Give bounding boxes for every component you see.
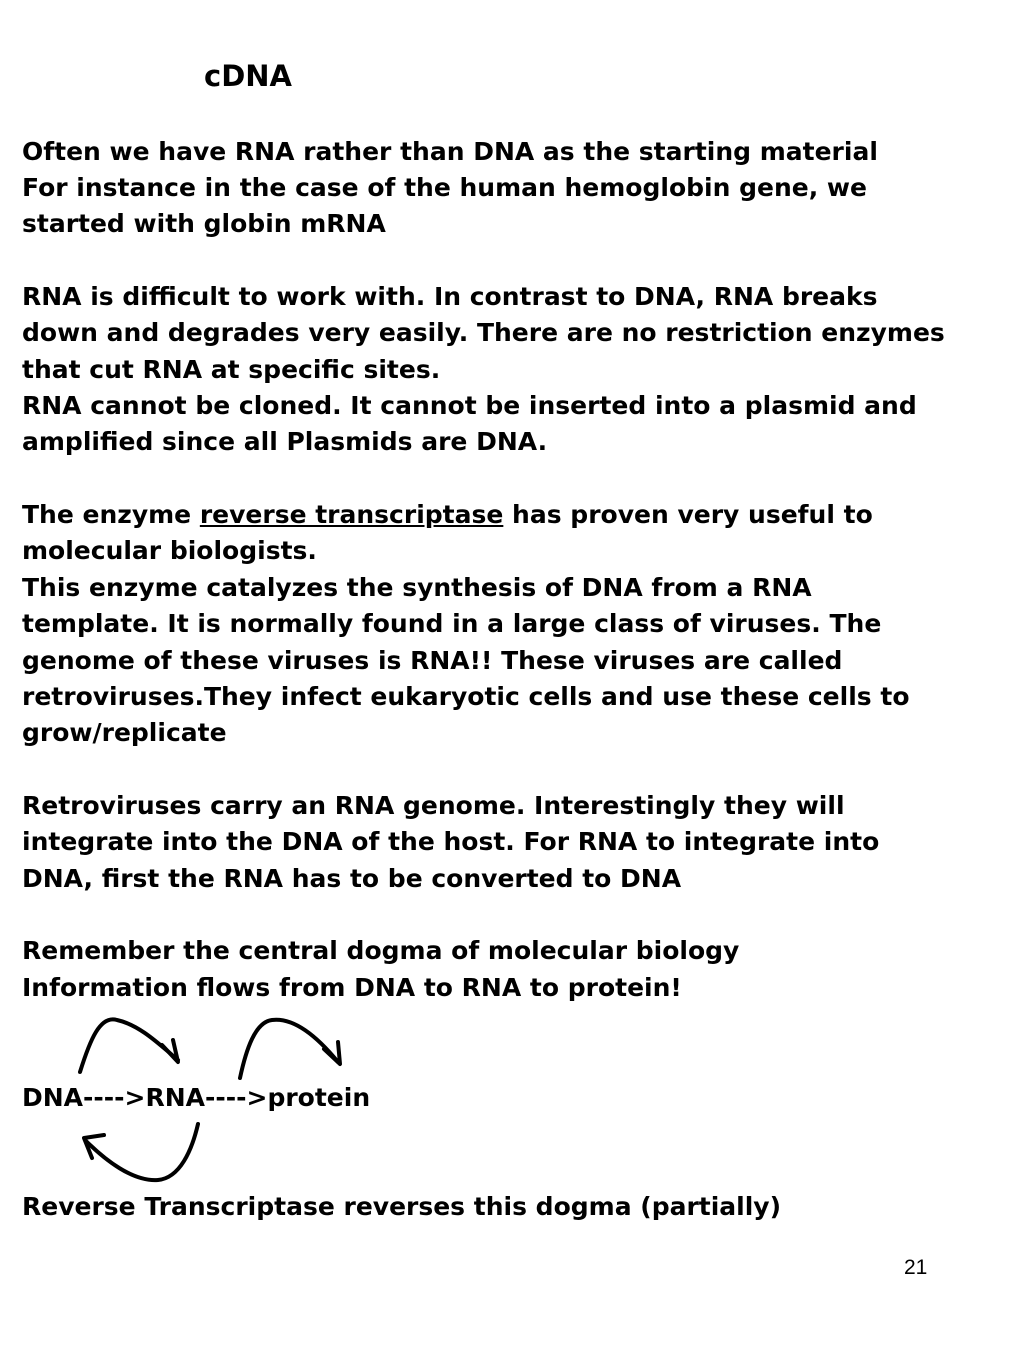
para3-line4: template. It is normally found in a large class of viruses. The bbox=[22, 609, 882, 638]
para1-line3: started with globin mRNA bbox=[22, 209, 386, 238]
para3-line7: grow/replicate bbox=[22, 718, 227, 747]
page-title: cDNA bbox=[204, 59, 292, 93]
conclusion-text: Reverse Transcriptase reverses this dogma (partially) bbox=[22, 1192, 782, 1221]
para2-line4: RNA cannot be cloned. It cannot be inserted into a plasmid and bbox=[22, 391, 917, 420]
para3-line2: molecular biologists. bbox=[22, 536, 317, 565]
para3-line3: This enzyme catalyzes the synthesis of DNA from a RNA bbox=[22, 573, 812, 602]
para4-line3: DNA, first the RNA has to be converted to DNA bbox=[22, 864, 682, 893]
reverse-transcriptase-term: reverse transcriptase bbox=[199, 500, 504, 529]
para3-line1-post: has proven very useful to bbox=[503, 500, 873, 529]
para2-line1: RNA is difficult to work with. In contrast to DNA, RNA breaks bbox=[22, 282, 878, 311]
para5-line1: Remember the central dogma of molecular biology bbox=[22, 936, 740, 965]
page-number: 21 bbox=[904, 1256, 928, 1279]
para3-line5: genome of these viruses is RNA!! These viruses are called bbox=[22, 646, 843, 675]
para1-line1: Often we have RNA rather than DNA as the starting material bbox=[22, 137, 878, 166]
para2-line2: down and degrades very easily. There are no restriction enzymes bbox=[22, 318, 945, 347]
central-dogma-text: DNA---->RNA---->protein bbox=[22, 1083, 371, 1112]
para2-line5: amplified since all Plasmids are DNA. bbox=[22, 427, 548, 456]
para3-line6: retroviruses.They infect eukaryotic cells and use these cells to bbox=[22, 682, 910, 711]
para2-line3: that cut RNA at specific sites. bbox=[22, 355, 441, 384]
para4-line2: integrate into the DNA of the host. For RNA to integrate into bbox=[22, 827, 880, 856]
rna-to-dna-reverse-arrow bbox=[85, 1124, 198, 1180]
para4-line1: Retroviruses carry an RNA genome. Interestingly they will bbox=[22, 791, 845, 820]
para3-line1-pre: The enzyme bbox=[22, 500, 200, 529]
para5-line2: Information flows from DNA to RNA to protein! bbox=[22, 973, 682, 1002]
para1-line2: For instance in the case of the human hemoglobin gene, we bbox=[22, 173, 867, 202]
